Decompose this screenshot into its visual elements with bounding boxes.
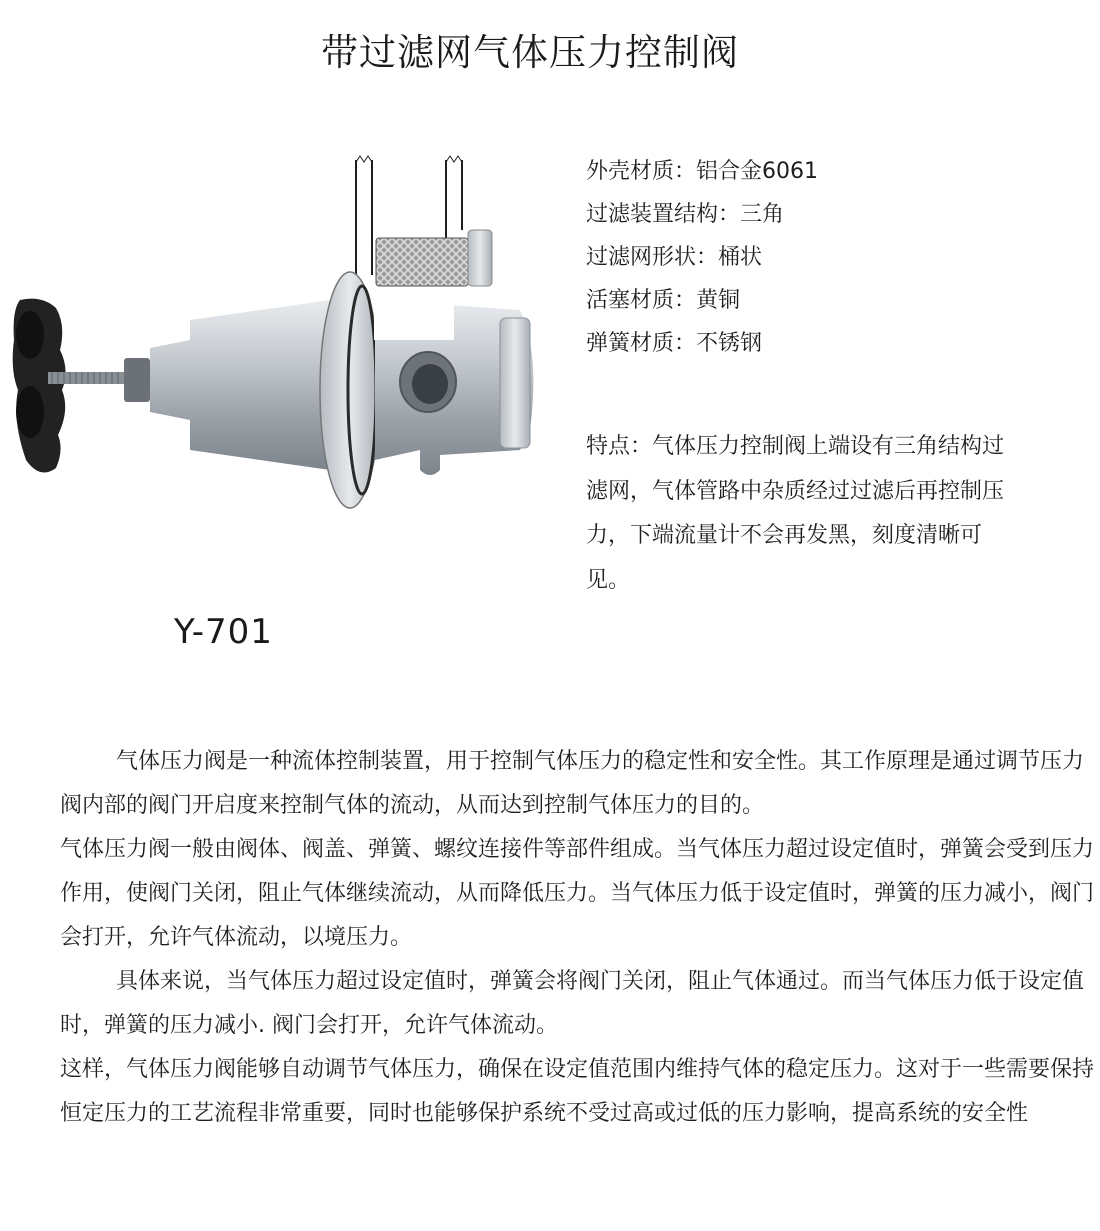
spec-value: 桶状 — [718, 245, 763, 270]
page-title: 带过滤网气体压力控制阀 — [321, 31, 739, 74]
handwheel-icon — [13, 299, 150, 473]
spec-label: 过滤网形状： — [586, 245, 719, 270]
paragraph: 这样，气体压力阀能够自动调节气体压力，确保在设定值范围内维持气体的稳定压力。这对于一些需要保持恒定压力的工艺流程非常重要，同时也能够保护系统不受过高或过低的压力影响，提高系统的安全性 — [60, 1057, 1095, 1126]
valve-bonnet — [150, 300, 330, 470]
spec-item — [586, 322, 818, 365]
model-number: Y-701 — [174, 612, 273, 652]
spec-label: 过滤装置结构： — [586, 202, 741, 227]
spec-value: 铝合金6061 — [696, 159, 819, 184]
spec-value: 黄铜 — [696, 288, 741, 313]
spec-list — [586, 150, 818, 365]
paragraph: 气体压力阀一般由阀体、阀盖、弹簧、螺纹连接件等部件组成。当气体压力超过设定值时，弹簧会受到压力作用，使阀门关闭，阻止气体继续流动，从而降低压力。当气体压力低于设定值时，弹簧的压力减小，阀门会打开，允许气体流动，以境压力。 — [60, 837, 1095, 950]
spec-value: 不锈钢 — [696, 331, 763, 356]
spec-item — [586, 193, 818, 236]
paragraph: 具体来说，当气体压力超过设定值时，弹簧会将阀门关闭，阻止气体通过。而当气体压力低于设定值时，弹簧的压力减小. 阀门会打开，允许气体流动。 — [60, 969, 1085, 1038]
body-text — [60, 740, 1100, 1136]
valve-product-image — [0, 150, 560, 510]
feature-description: 特点：气体压力控制阀上端设有三角结构过滤网，气体管路中杂质经过过滤后再控制压力，下端流量计不会再发黑，刻度清晰可见。 — [586, 434, 1005, 593]
paragraph: 气体压力阀是一种流体控制装置，用于控制气体压力的稳定性和安全性。其工作原理是通过调节压力阀内部的阀门开启度来控制气体的流动，从而达到控制气体压力的目的。 — [60, 749, 1085, 818]
spec-value: 三角 — [740, 202, 785, 227]
spec-item — [586, 150, 818, 193]
spec-item — [586, 236, 818, 279]
spec-label: 弹簧材质： — [586, 331, 697, 356]
spec-label: 活塞材质： — [586, 288, 697, 313]
spec-item — [586, 279, 818, 322]
spec-label: 外壳材质： — [586, 159, 697, 184]
filter-mesh — [376, 238, 468, 286]
